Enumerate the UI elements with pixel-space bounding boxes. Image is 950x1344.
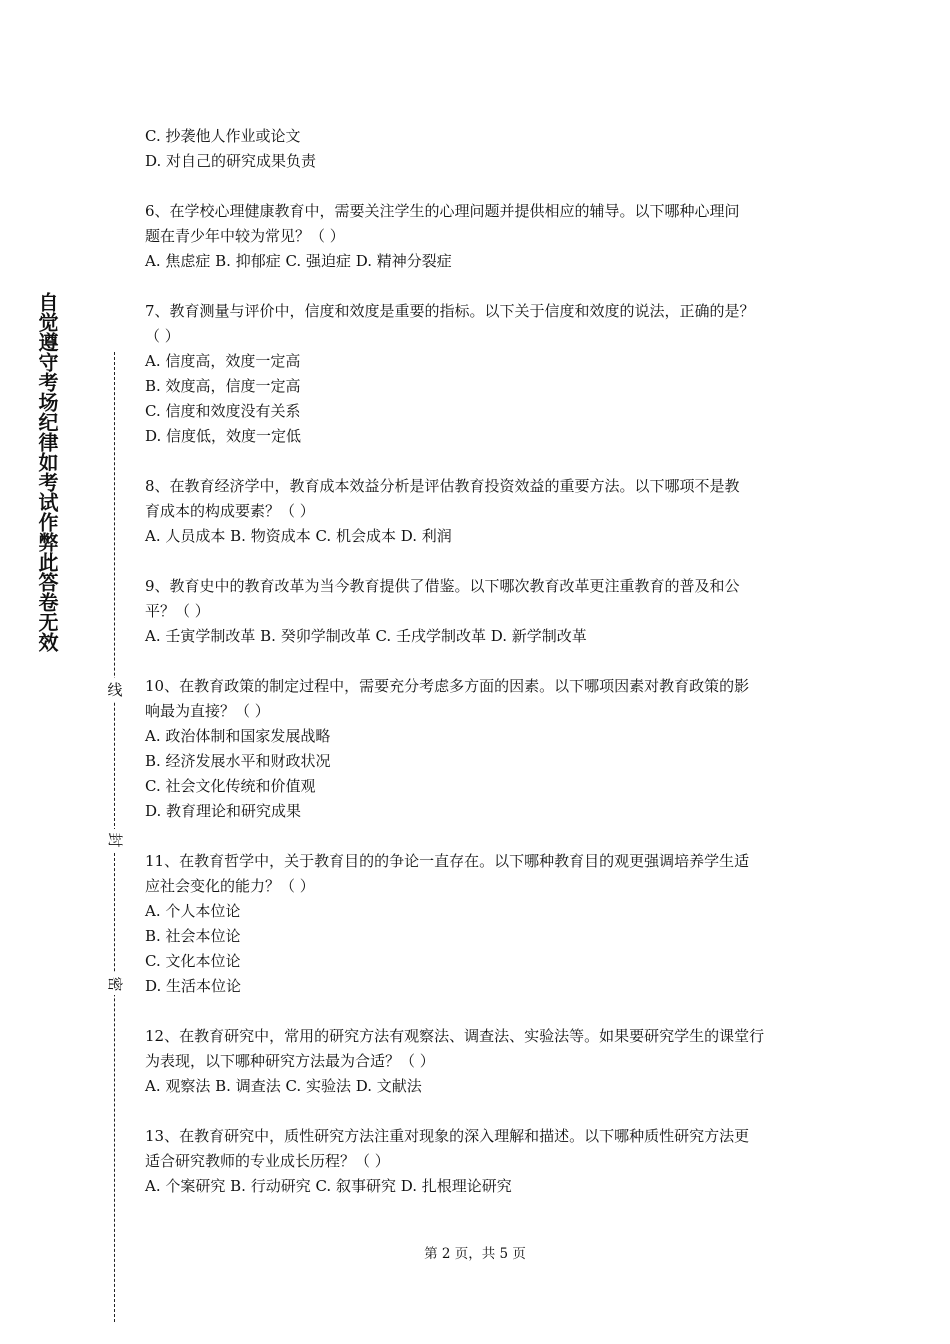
binding-label-dense: 密	[103, 973, 127, 995]
question-line: B. 社会本位论	[145, 927, 241, 945]
question-spacer	[145, 274, 825, 299]
question-line: D. 信度低，效度一定低	[145, 427, 302, 445]
question-line: D. 教育理论和研究成果	[145, 802, 302, 820]
page-footer: 第 2 页，共 5 页	[424, 1246, 526, 1262]
question-line: A. 个案研究 B. 行动研究 C. 叙事研究 D. 扎根理论研究	[145, 1177, 512, 1195]
question-line: 响最为直接？（ ）	[145, 702, 270, 720]
question-line: 12、在教育研究中，常用的研究方法有观察法、调查法、实验法等。如果要研究学生的课堂行	[145, 1027, 765, 1045]
question-spacer	[145, 999, 825, 1024]
question-line: A. 壬寅学制改革 B. 癸卯学制改革 C. 壬戌学制改革 D. 新学制改革	[145, 627, 587, 645]
question-line: D. 生活本位论	[145, 977, 242, 995]
question-line: 应社会变化的能力？（ ）	[145, 877, 315, 895]
question-line: C. 社会文化传统和价值观	[145, 777, 316, 795]
question-line: （ ）	[145, 327, 180, 345]
question-line: A. 人员成本 B. 物资成本 C. 机会成本 D. 利润	[145, 527, 452, 545]
question-spacer	[145, 1099, 825, 1124]
question-line: 10、在教育政策的制定过程中，需要充分考虑多方面的因素。以下哪项因素对教育政策的影	[145, 677, 750, 695]
question-line: 9、教育史中的教育改革为当今教育提供了借鉴。以下哪次教育改革更注重教育的普及和公	[145, 577, 740, 595]
exam-discipline-notice: 自觉遵守考场纪律如考试作弊此答卷无效	[35, 292, 59, 652]
question-line: 平？（ ）	[145, 602, 210, 620]
question-line: 题在青少年中较为常见？（ ）	[145, 227, 345, 245]
question-line: C. 抄袭他人作业或论文	[145, 127, 301, 145]
exam-question-content	[145, 124, 825, 1199]
binding-label-line: 线	[104, 678, 126, 702]
question-spacer	[145, 449, 825, 474]
question-line: B. 经济发展水平和财政状况	[145, 752, 331, 770]
question-spacer	[145, 174, 825, 199]
question-spacer	[145, 649, 825, 674]
question-spacer	[145, 549, 825, 574]
question-line: 为表现，以下哪种研究方法最为合适？（ ）	[145, 1052, 435, 1070]
question-line: A. 个人本位论	[145, 902, 241, 920]
question-line: A. 政治体制和国家发展战略	[145, 727, 331, 745]
question-line: C. 文化本位论	[145, 952, 241, 970]
question-line: A. 信度高，效度一定高	[145, 352, 301, 370]
question-line: D. 对自己的研究成果负责	[145, 152, 317, 170]
question-line: A. 观察法 B. 调查法 C. 实验法 D. 文献法	[145, 1077, 422, 1095]
question-line: 11、在教育哲学中，关于教育目的的争论一直存在。以下哪种教育目的观更强调培养学生适	[145, 852, 750, 870]
question-line: C. 信度和效度没有关系	[145, 402, 301, 420]
binding-label-seal: 封	[103, 829, 127, 851]
question-line: 育成本的构成要素？（ ）	[145, 502, 315, 520]
question-line: 适合研究教师的专业成长历程？（ ）	[145, 1152, 390, 1170]
question-spacer	[145, 824, 825, 849]
question-line: 7、教育测量与评价中，信度和效度是重要的指标。以下关于信度和效度的说法，正确的是？	[145, 302, 755, 320]
question-line: 13、在教育研究中，质性研究方法注重对现象的深入理解和描述。以下哪种质性研究方法更	[145, 1127, 750, 1145]
question-line: 8、在教育经济学中，教育成本效益分析是评估教育投资效益的重要方法。以下哪项不是教	[145, 477, 740, 495]
question-line: B. 效度高，信度一定高	[145, 377, 301, 395]
question-line: A. 焦虑症 B. 抑郁症 C. 强迫症 D. 精神分裂症	[145, 252, 452, 270]
question-line: 6、在学校心理健康教育中，需要关注学生的心理问题并提供相应的辅导。以下哪种心理问	[145, 202, 740, 220]
